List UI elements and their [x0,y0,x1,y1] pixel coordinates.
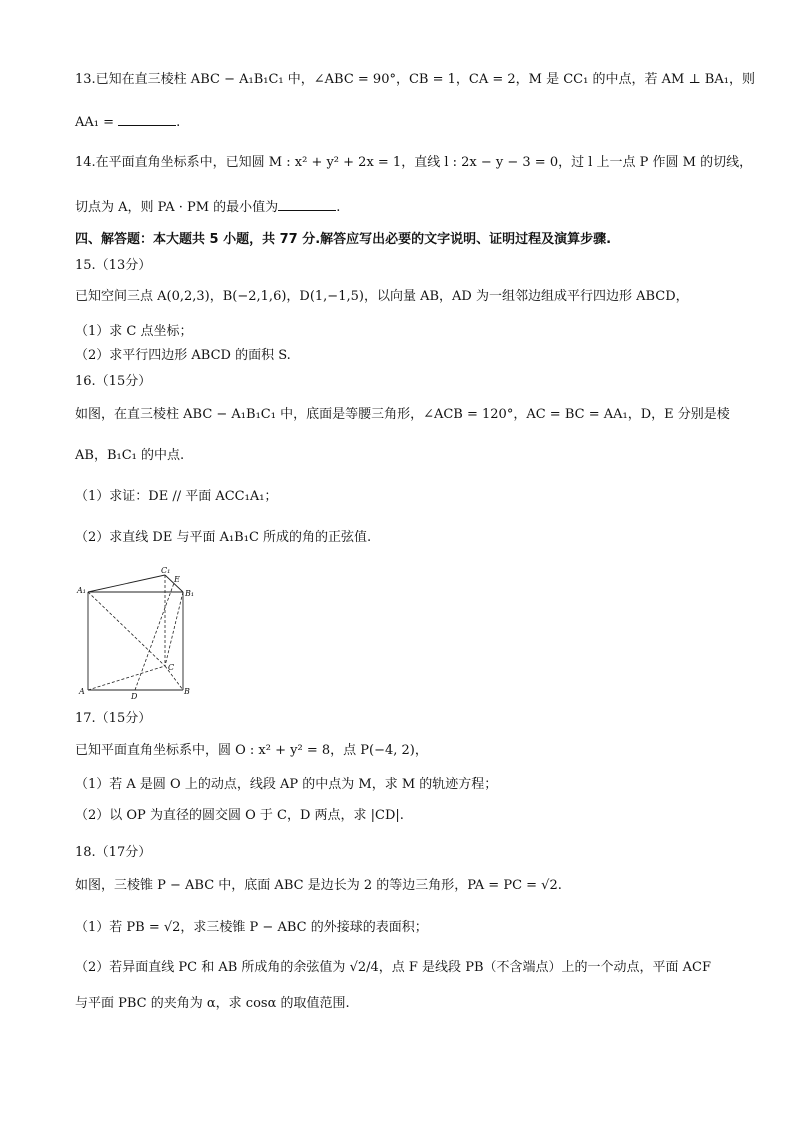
question-17-score: 17.（15分） [75,711,152,726]
question-18-part-2-line-2: 与平面 PBC 的夹角为 α，求 cosα 的取值范围. [75,996,350,1011]
question-13-answer-suffix: . [176,115,181,130]
question-18-part-2-line-1: （2）若异面直线 PC 和 AB 所成角的余弦值为 √2/4，点 F 是线段 PB（不含端点）上的一个动点，平面 ACF [75,960,711,975]
question-15-part-1: （1）求 C 点坐标； [75,324,193,339]
question-15-part-2: （2）求平行四边形 ABCD 的面积 S. [75,348,291,363]
question-14-answer-blank [278,197,336,211]
question-14-line-2 [75,197,340,218]
label-c: C [168,663,175,672]
label-e: E [174,575,180,584]
question-18-part-1: （1）若 PB = √2，求三棱锥 P − ABC 的外接球的表面积； [75,920,428,935]
question-14-answer-prefix: 切点为 A，则 PA · PM 的最小值为 [75,200,279,215]
question-18-score: 18.（17分） [75,845,152,860]
question-15-stem: 已知空间三点 A(0,2,3)，B(−2,1,6)，D(1,−1,5)，以向量 AB，AD 为一组邻边组成平行四边形 ABCD， [75,289,689,304]
question-16-stem-2: AB，B₁C₁ 的中点. [75,448,185,463]
question-17-part-1: （1）若 A 是圆 O 上的动点，线段 AP 的中点为 M，求 M 的轨迹方程； [75,777,498,792]
question-18-stem: 如图，三棱锥 P − ABC 中，底面 ABC 是边长为 2 的等边三角形，PA = PC = √2. [75,878,562,893]
question-16-score: 16.（15分） [75,374,152,389]
question-13-line-2 [75,112,180,133]
label-c1: C₁ [161,566,171,575]
prism-figure [72,566,202,700]
question-17-stem: 已知平面直角坐标系中，圆 O : x² + y² = 8，点 P(−4, 2)， [75,743,428,758]
label-b1: B₁ [185,589,195,598]
question-14-answer-suffix: . [336,200,341,215]
question-15-score: 15.（13分） [75,258,152,273]
question-16-part-2: （2）求直线 DE 与平面 A₁B₁C 所成的角的正弦值. [75,530,372,545]
label-a1: A₁ [77,586,86,595]
label-a: A [79,687,85,696]
question-14-line-1: 14.在平面直角坐标系中，已知圆 M : x² + y² + 2x = 1，直线 l : 2x − y − 3 = 0，过 l 上一点 P 作圆 M 的切线， [75,155,753,170]
question-17-part-2: （2）以 OP 为直径的圆交圆 O 于 C，D 两点，求 |CD|. [75,808,404,823]
question-16-part-1: （1）求证：DE // 平面 ACC₁A₁； [75,489,278,504]
label-d: D [131,692,138,700]
question-16-stem-1: 如图，在直三棱柱 ABC − A₁B₁C₁ 中，底面是等腰三角形，∠ACB = 120°，AC = BC = AA₁，D，E 分别是棱 [75,407,730,422]
question-13-line-1: 13.已知在直三棱柱 ABC − A₁B₁C₁ 中，∠ABC = 90°，CB = 1，CA = 2，M 是 CC₁ 的中点，若 AM ⊥ BA₁，则 [75,72,755,87]
section-4-heading: 四、解答题：本大题共 5 小题，共 77 分.解答应写出必要的文字说明、证明过程及演算步骤. [75,232,612,247]
label-b: B [184,687,190,696]
question-13-answer-blank [118,112,176,126]
question-13-answer-prefix: AA₁ = [75,115,119,130]
